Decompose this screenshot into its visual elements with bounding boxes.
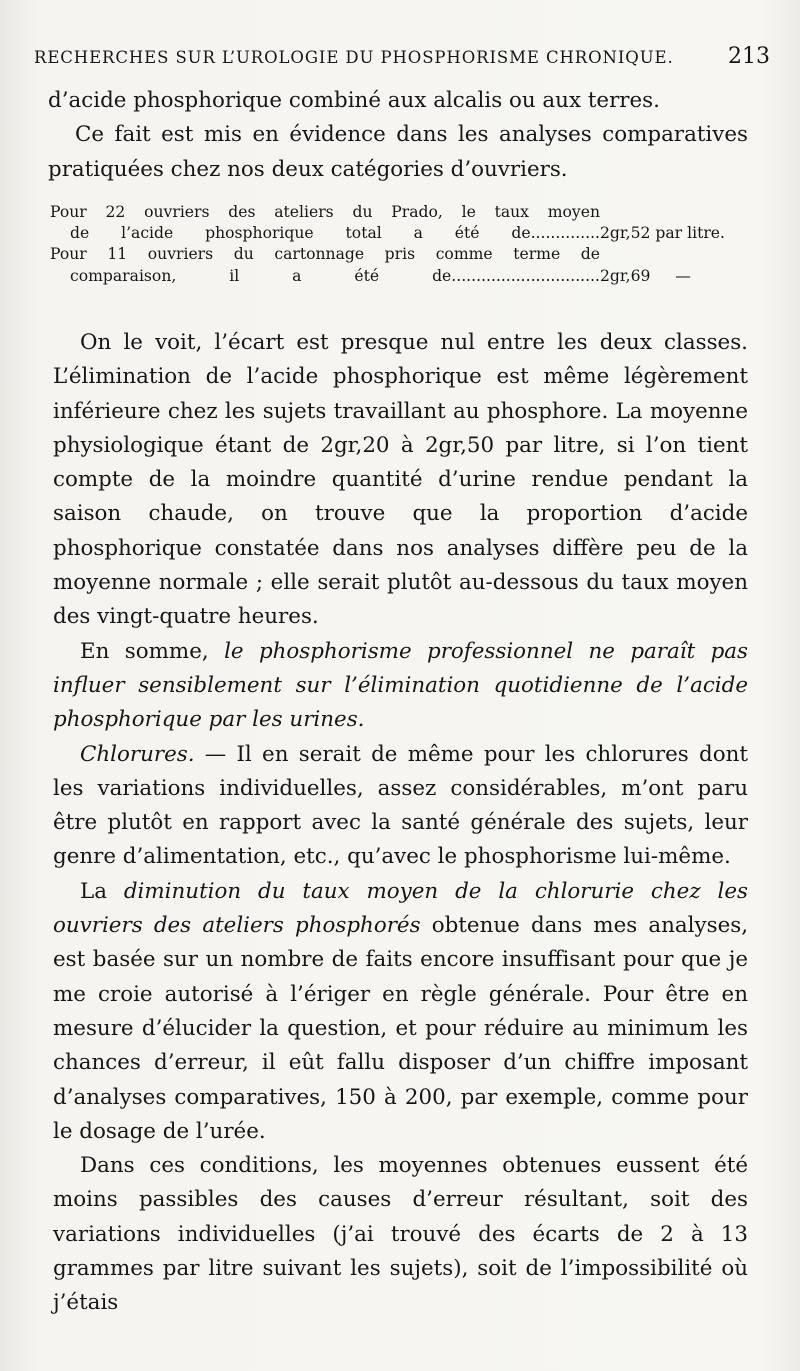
- running-title: RECHERCHES SUR L’UROLOGIE DU PHOSPHORISME CHRONIQUE.: [34, 48, 674, 67]
- italic-diminution: diminution du taux moyen de la chlorurie chez les ouvriers des ateliers phosphorés: [53, 878, 748, 939]
- table-row-label: de l’acide phosphorique total a été de..............: [70, 224, 600, 243]
- table-row-value: 2gr,69 —: [600, 266, 691, 285]
- table-row-label: Pour 22 ouvriers des ateliers du Prado, le taux moyen: [50, 203, 600, 221]
- table-row: [50, 266, 750, 287]
- paragraph-en-somme: En somme, le phosphorisme professionnel ne paraît pas influer sensiblement sur l’élimination quotidienne de l’acide phosphorique par les urines.: [53, 638, 748, 733]
- table-row-label: comparaison, il a été de..............................: [70, 266, 600, 285]
- intro-paragraph: Ce fait est mis en évidence dans les analyses comparatives pratiquées chez nos deux catégories d’ouvriers.: [48, 122, 748, 182]
- table-row: [50, 244, 750, 265]
- body-text: [53, 326, 748, 1321]
- table-row: [50, 223, 750, 244]
- comparison-table: [50, 202, 750, 287]
- running-header: [34, 44, 770, 69]
- table-row-label: Pour 11 ouvriers du cartonnage pris comme terme de: [50, 245, 600, 264]
- italic-conclusion: le phosphorisme professionnel ne paraît pas influer sensiblement sur l’élimination quotidienne de l’acide phosphorique par les urines.: [53, 638, 748, 733]
- table-row: [50, 202, 750, 223]
- paragraph-conditions: Dans ces conditions, les moyennes obtenues eussent été moins passibles des causes d’erreur résultant, soit des variations individuelles (j’ai trouvé des écarts de 2 à 13 grammes par litre suivant les sujets), soit de l’impossibilité où j’étais: [53, 1153, 748, 1316]
- paragraph-chlorures: Chlorures. — Il en serait de même pour les chlorures dont les variations individuelles, assez considérables, m’ont paru être plutôt en rapport avec la santé générale des sujets, leur genre d’alimentation, etc., qu’avec le phosphorisme lui-même.: [53, 741, 748, 870]
- intro-text: [48, 84, 748, 187]
- intro-line: d’acide phosphorique combiné aux alcalis ou aux terres.: [48, 88, 660, 113]
- page-number: 213: [728, 44, 770, 69]
- table-row-value: 2gr,52 par litre.: [600, 224, 725, 243]
- paragraph-diminution: La diminution du taux moyen de la chlorurie chez les ouvriers des ateliers phosphorés obtenue dans mes analyses, est basée sur un nombre de faits encore insuffisant pour que je me croie autorisé à l’ériger en règle générale. Pour être en mesure d’élucider la question, et pour réduire au minimum les chances d’erreur, il eût fallu disposer d’un chiffre imposant d’analyses comparatives, 150 à 200, par exemple, comme pour le dosage de l’urée.: [53, 878, 749, 1144]
- paragraph-ecart: On le voit, l’écart est presque nul entre les deux classes. L’élimination de l’acide phosphorique est même légèrement inférieure chez les sujets travaillant au phosphore. La moyenne physiologique étant de 2gr,20 à 2gr,50 par litre, si l’on tient compte de la moindre quantité d’urine rendue pendant la saison chaude, on trouve que la proportion d’acide phosphorique constatée dans nos analyses diffère peu de la moyenne normale ; elle serait plutôt au-dessous du taux moyen des vingt-quatre heures.: [53, 330, 748, 630]
- section-heading-chlorures: Chlorures.: [80, 741, 195, 767]
